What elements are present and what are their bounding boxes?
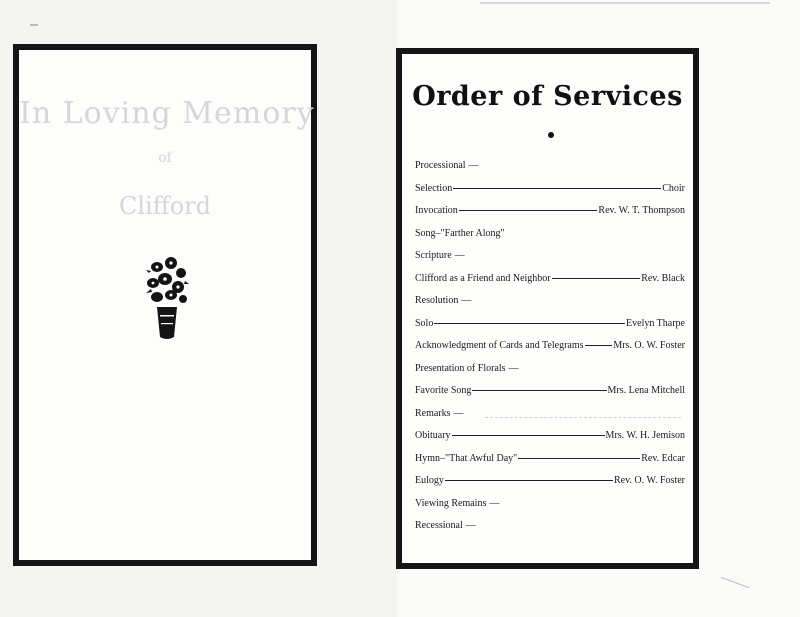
program-item-label: Acknowledgment of Cards and Telegrams xyxy=(415,340,584,351)
program-item-participant: Mrs. W. H. Jemison xyxy=(605,430,685,441)
program-item-dash: — xyxy=(468,160,479,171)
program-item xyxy=(415,358,685,381)
scan-mark xyxy=(30,24,38,26)
leader-line xyxy=(452,423,605,436)
program-item xyxy=(415,448,685,471)
program-item-label: Remarks xyxy=(415,407,451,419)
program-item-participant: Rev. Black xyxy=(641,272,685,284)
leader-line xyxy=(453,176,661,189)
program-item-participant: Evelyn Tharpe xyxy=(626,317,685,329)
flower-vase-icon xyxy=(145,255,189,341)
program-item xyxy=(415,155,685,178)
program-item-label: Recessional xyxy=(415,520,463,531)
leader-line xyxy=(472,378,606,391)
program-item xyxy=(415,223,685,246)
program-item-dash: — xyxy=(489,497,500,509)
leader-line xyxy=(445,468,613,481)
page-title: Order of Services xyxy=(412,81,683,112)
leader-line xyxy=(434,311,625,324)
program-item-label: Selection xyxy=(415,182,453,194)
cover-faded-title: In Loving Memory xyxy=(19,96,315,131)
program-item xyxy=(415,425,685,448)
program-item xyxy=(415,380,685,403)
scan-mark xyxy=(480,2,770,4)
program-item-label: Viewing Remains xyxy=(415,497,487,509)
program-item xyxy=(415,200,685,223)
program-item xyxy=(415,493,685,516)
program-item xyxy=(415,313,685,336)
program-item-label: Scripture xyxy=(415,250,452,261)
program-item-label: Eulogy xyxy=(415,475,444,486)
program-item-participant: Mrs. Lena Mitchell xyxy=(607,385,685,396)
program-item-participant: Rev. W. T. Thompson xyxy=(598,205,685,216)
program-item-label: Presentation of Florals xyxy=(415,362,506,374)
leader-line xyxy=(552,266,641,279)
bullet-ornament xyxy=(548,132,554,138)
order-of-services-panel xyxy=(396,48,699,569)
program-item-dash: — xyxy=(465,520,476,531)
program-item-dash: — xyxy=(461,295,472,306)
leader-line xyxy=(518,446,640,459)
program-item-dash: — xyxy=(454,250,465,261)
program-item xyxy=(415,515,685,538)
program-item xyxy=(415,403,685,426)
program-item xyxy=(415,178,685,201)
program-item-label: Obituary xyxy=(415,430,451,441)
program-item-label: Invocation xyxy=(415,205,458,216)
program-item-label: Clifford as a Friend and Neighbor xyxy=(415,272,551,284)
program-item-participant: Rev. O. W. Foster xyxy=(613,475,685,486)
cover-faded-name: Clifford xyxy=(118,192,212,220)
program-item-dash: — xyxy=(508,362,519,374)
program-item xyxy=(415,335,685,358)
program-item xyxy=(415,290,685,313)
program-item-label: Favorite Song xyxy=(415,385,472,396)
leader-line xyxy=(585,333,613,346)
program-item-participant: Mrs. O. W. Foster xyxy=(613,340,685,351)
program-item-participant: Choir xyxy=(662,182,685,194)
cover-faded-line: of xyxy=(158,150,172,166)
program-item-participant: Rev. Edcar xyxy=(641,452,685,464)
program-item xyxy=(415,268,685,291)
program-list xyxy=(415,155,685,538)
program-item-label: Hymn–"That Awful Day" xyxy=(415,452,518,464)
program-item-label: Song–"Farther Along" xyxy=(415,227,505,239)
program-item xyxy=(415,245,685,268)
faint-leader-line xyxy=(485,417,681,418)
program-item-label: Resolution xyxy=(415,295,459,306)
program-item-dash: — xyxy=(453,407,464,419)
program-item xyxy=(415,470,685,493)
program-item-label: Solo xyxy=(415,317,434,329)
leader-line xyxy=(459,198,598,211)
cover-panel xyxy=(13,44,317,566)
program-item-label: Processional xyxy=(415,160,466,171)
